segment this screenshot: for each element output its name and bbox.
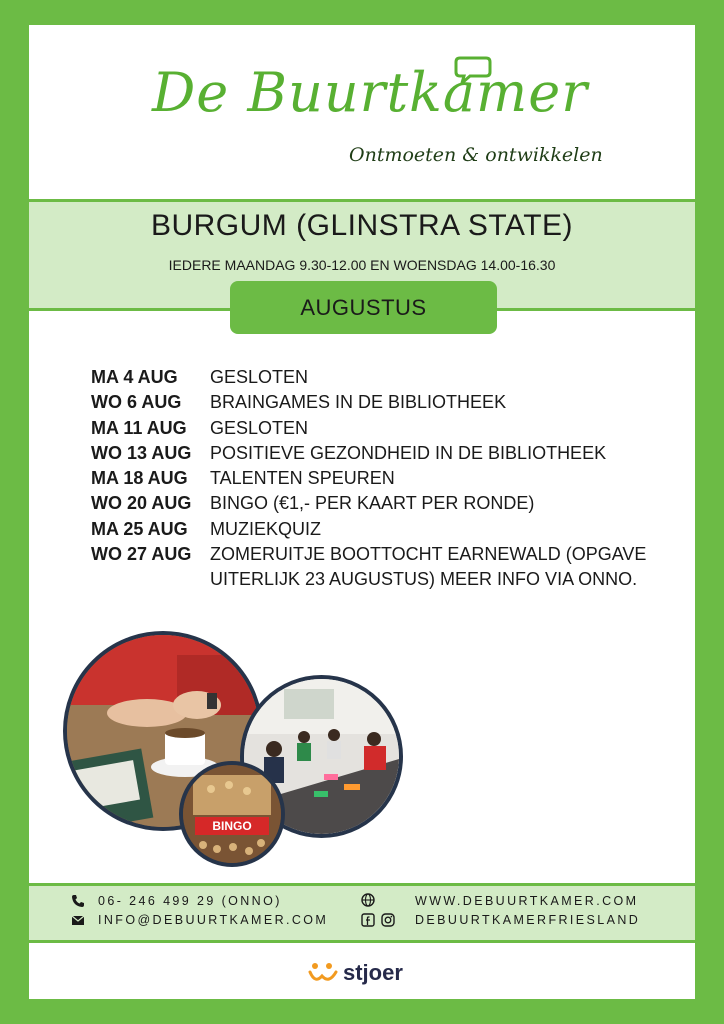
- schedule-date: WO 13 AUG: [91, 442, 192, 463]
- schedule-row: [91, 365, 691, 390]
- contact-website[interactable]: WWW.DEBUURTKAMER.COM: [415, 894, 639, 908]
- schedule-activity: GESLOTEN: [210, 367, 309, 387]
- schedule-date: WO 27 AUG: [91, 544, 192, 565]
- schedule-date: WO 6 AUG: [91, 392, 182, 413]
- schedule-activity: GESLOTEN: [210, 417, 309, 438]
- facebook-icon[interactable]: [361, 913, 375, 927]
- logo-title: De Buurtkamer: [151, 61, 589, 124]
- schedule-row: [91, 390, 691, 415]
- schedule-activity: BRAINGAMES IN DE BIBLIOTHEEK: [210, 392, 507, 413]
- email-icon: [71, 913, 85, 927]
- schedule-activity: ZOMERUITJE BOOTTOCHT EARNEWALD (OPGAVE UITERLIJK 23 AUGUSTUS) MEER INFO VIA ONNO.: [210, 544, 647, 590]
- schedule-row: [91, 466, 691, 491]
- schedule-row: [91, 517, 691, 542]
- contact-phone[interactable]: 06- 246 499 29 (ONNO): [98, 894, 282, 908]
- sponsor-name: stjoer: [343, 960, 403, 985]
- schedule-row: [91, 491, 691, 516]
- schedule-date: MA 11 AUG: [91, 417, 187, 438]
- logo-subtitle: Ontmoeten & ontwikkelen: [349, 144, 603, 166]
- stjoer-logo-icon: [307, 960, 339, 988]
- photo-bingo: [179, 761, 285, 867]
- month-badge: AUGUSTUS: [230, 281, 497, 334]
- opening-hours: IEDERE MAANDAG 9.30-12.00 EN WOENSDAG 14.00-16.30: [168, 257, 556, 273]
- schedule-list: [91, 365, 691, 593]
- bingo-box-label: BINGO: [212, 819, 252, 833]
- phone-icon: [71, 894, 85, 908]
- schedule-activity: MUZIEKQUIZ: [210, 518, 321, 539]
- schedule-date: MA 25 AUG: [91, 518, 188, 539]
- globe-icon: [361, 893, 375, 907]
- location-title: BURGUM (GLINSTRA STATE): [150, 209, 574, 242]
- speech-bubble-icon: [454, 55, 492, 85]
- schedule-activity: BINGO (€1,- PER KAART PER RONDE): [210, 493, 535, 514]
- contact-email[interactable]: INFO@DEBUURTKAMER.COM: [98, 913, 329, 927]
- schedule-row: [91, 542, 691, 593]
- schedule-date: WO 20 AUG: [91, 493, 192, 514]
- bingo-scene-image: [183, 765, 281, 863]
- schedule-activity: POSITIEVE GEZONDHEID IN DE BIBLIOTHEEK: [210, 442, 607, 463]
- schedule-row: [91, 441, 691, 466]
- instagram-icon[interactable]: [381, 913, 395, 927]
- schedule-date: MA 4 AUG: [91, 367, 178, 387]
- contact-social[interactable]: DEBUURTKAMERFRIESLAND: [415, 913, 641, 927]
- poster-sheet: [29, 25, 695, 999]
- schedule-activity: TALENTEN SPEUREN: [210, 468, 395, 489]
- schedule-date: MA 18 AUG: [91, 468, 188, 489]
- logo: [29, 25, 695, 197]
- schedule-row: [91, 416, 691, 441]
